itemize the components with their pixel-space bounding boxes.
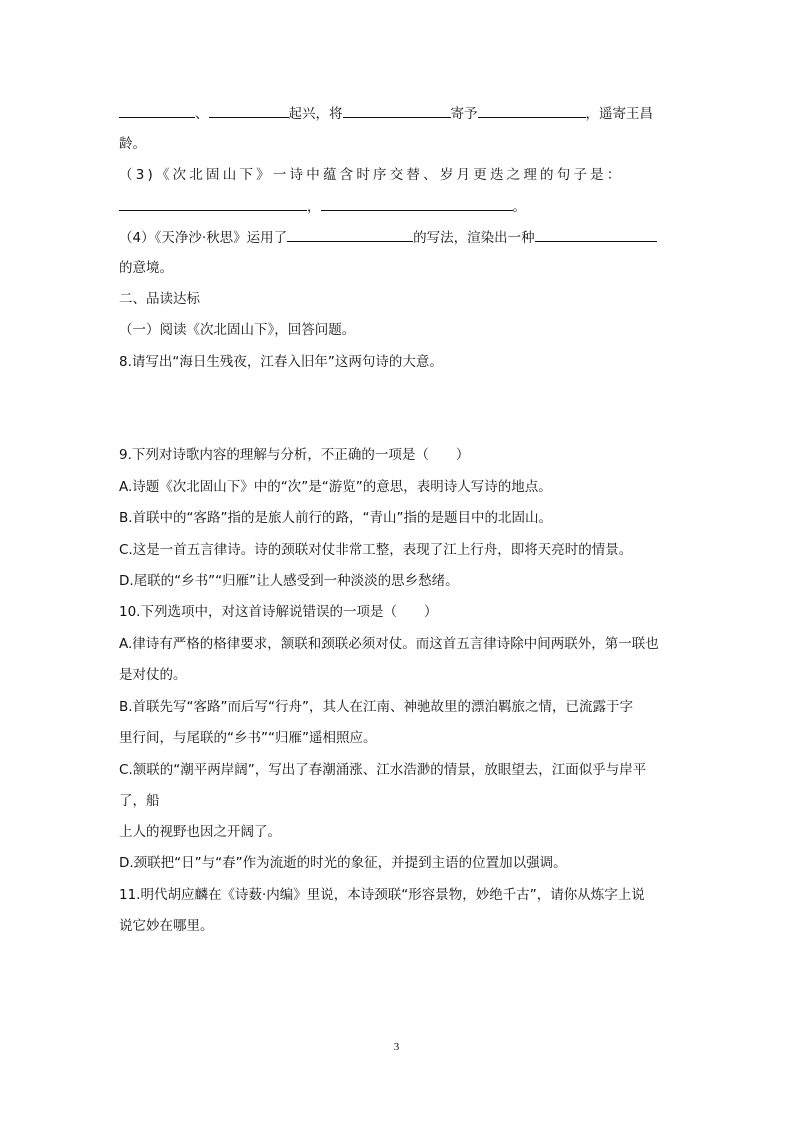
answer-blank-5[interactable] bbox=[119, 196, 307, 211]
q7-4-text-a: （4）《天净沙·秋思》运用了 bbox=[119, 230, 288, 246]
q7-3-label bbox=[119, 165, 675, 185]
answer-blank-6[interactable] bbox=[321, 196, 513, 211]
q10-option-d: D.颈联把“日”与“春”作为流逝的时光的象征，并提到主语的位置加以强调。 bbox=[119, 855, 567, 871]
q10-option-c-line2: 了，船 bbox=[119, 793, 160, 809]
q10-option-c-line1: C.颔联的“潮平两岸阔”，写出了春潮涌涨、江水浩渺的情景，放眼望去，江面似乎与岸平 bbox=[119, 762, 647, 778]
page-number: 3 bbox=[393, 1041, 400, 1053]
qixing-text: 起兴，将 bbox=[288, 106, 343, 122]
question-9-stem: 9.下列对诗歌内容的理解与分析，不正确的一项是（ ） bbox=[119, 447, 470, 463]
section-heading: 二、品读达标 bbox=[119, 291, 200, 307]
jiyu-text: 寄予 bbox=[450, 106, 478, 122]
question-11-line1: 11.明代胡应麟在《诗薮·内编》里说，本诗颈联“形容景物，妙绝千古”，请你从炼字上说 bbox=[119, 887, 645, 903]
section-subheading: （一）阅读《次北固山下》，回答问题。 bbox=[119, 322, 356, 338]
q7-2-line1 bbox=[119, 103, 653, 124]
line-end-text: ，遥寄王昌 bbox=[585, 106, 653, 122]
q9-option-c: C.这是一首五言律诗。诗的颈联对仗非常工整，表现了江上行舟，即将天亮时的情景。 bbox=[119, 542, 633, 558]
q10-option-a-line2: 是对仗的。 bbox=[119, 667, 187, 683]
q9-option-b: B.首联中的“客路”指的是旅人前行的路，“青山”指的是题目中的北固山。 bbox=[119, 510, 553, 526]
q7-4-text-b: 的写法，渲染出一种 bbox=[413, 230, 535, 246]
answer-blank-8[interactable] bbox=[535, 227, 657, 242]
answer-blank-1[interactable] bbox=[119, 103, 195, 118]
q7-3-text: （3)《次北固山下》一诗中蕴含时序交替、岁月更迭之理的句子是： bbox=[119, 167, 624, 183]
q7-4-line1 bbox=[119, 227, 657, 248]
question-11-line2: 说它妙在哪里。 bbox=[119, 918, 214, 934]
q7-3-answer-line bbox=[119, 196, 526, 217]
question-8: 8.请写出“海日生残夜，江春入旧年”这两句诗的大意。 bbox=[119, 354, 443, 370]
period-text: 。 bbox=[512, 199, 526, 215]
comma-text: ， bbox=[307, 199, 321, 215]
q9-option-d: D.尾联的“乡书”“归雁”让人感受到一种淡淡的思乡愁绪。 bbox=[119, 573, 459, 589]
answer-blank-3[interactable] bbox=[343, 103, 451, 118]
q10-option-a-line1: A.律诗有严格的格律要求，颔联和颈联必须对仗。而这首五言律诗除中间两联外，第一联也 bbox=[119, 636, 659, 652]
question-10-stem: 10.下列选项中，对这首诗解说错误的一项是（ ） bbox=[119, 604, 438, 620]
q9-option-a: A.诗题《次北固山下》中的“次”是“游览”的意思，表明诗人写诗的地点。 bbox=[119, 479, 552, 495]
q10-option-c-line3: 上人的视野也因之开阔了。 bbox=[119, 824, 281, 840]
answer-blank-7[interactable] bbox=[287, 227, 413, 242]
answer-blank-4[interactable] bbox=[478, 103, 586, 118]
answer-blank-2[interactable] bbox=[209, 103, 289, 118]
q10-option-b-line2: 里行间，与尾联的“乡书”“归雁”遥相照应。 bbox=[119, 730, 377, 746]
q7-2-line2: 龄。 bbox=[119, 136, 146, 152]
separator-text: 、 bbox=[195, 106, 209, 122]
q7-4-line2: 的意境。 bbox=[119, 260, 173, 276]
q10-option-b-line1: B.首联先写“客路”而后写“行舟”，其人在江南、神驰故里的漂泊羁旅之情，已流露于字 bbox=[119, 699, 634, 715]
